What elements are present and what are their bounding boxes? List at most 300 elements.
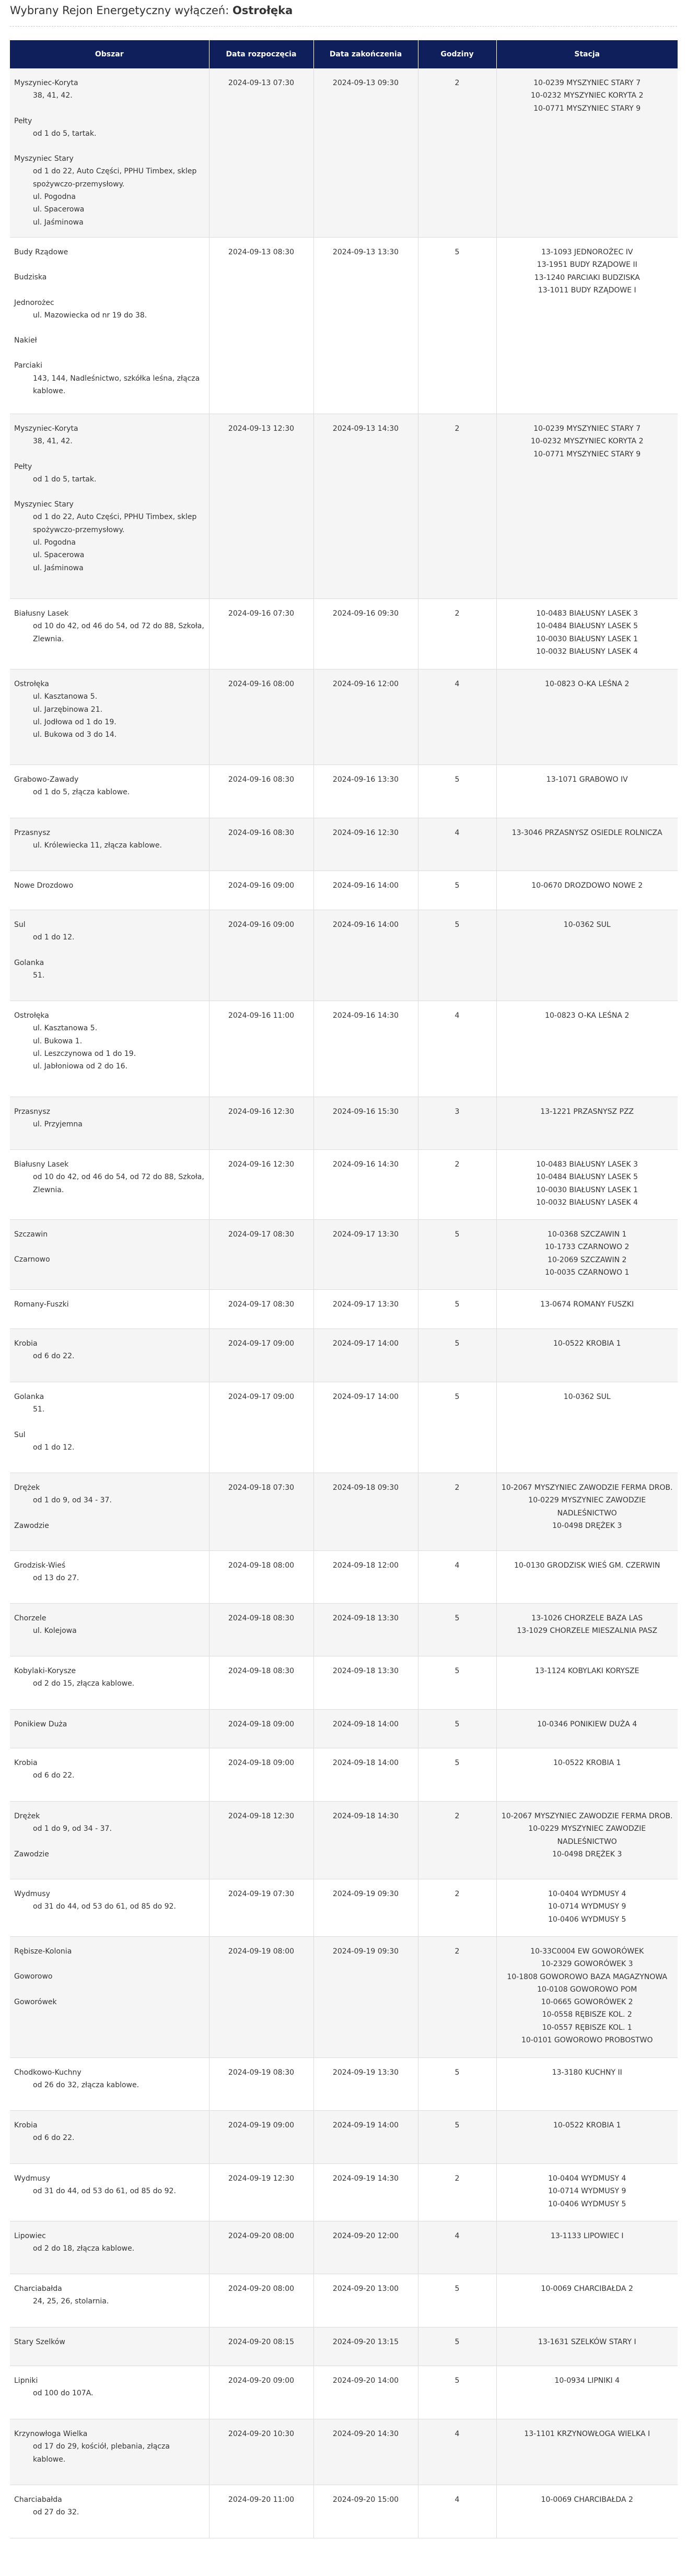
cell-start-date: 2024-09-18 09:00: [209, 1748, 313, 1801]
area-street: od 27 do 32.: [33, 2508, 79, 2517]
area-street: od 2 do 15, złącza kablowe.: [33, 1679, 135, 1688]
area-street: od 31 do 44, od 53 do 61, od 85 do 92.: [33, 1902, 176, 1911]
station-name: 10-2067 MYSZYNIEC ZAWODZIE FERMA DROB.: [501, 1812, 673, 1820]
cell-stations: [496, 2327, 678, 2366]
station-name: 10-1733 CZARNOWO 2: [545, 1243, 630, 1252]
cell-stations: [496, 1550, 678, 1603]
area-place-name: Drężek: [14, 1812, 40, 1820]
area-street: od 1 do 12.: [33, 1443, 75, 1452]
table-row: [10, 237, 678, 414]
station-name: 10-0130 GRODZISK WIEŚ GM. CZERWIN: [514, 1561, 660, 1570]
cell-hours: 2: [418, 1936, 496, 2057]
station-name: 10-33C0004 EW GOWORÓWEK: [530, 1947, 644, 1956]
area-place-name: Stary Szelków: [14, 2337, 65, 2346]
table-row: [10, 2110, 678, 2163]
cell-end-date: 2024-09-16 14:00: [313, 871, 418, 910]
cell-start-date: 2024-09-20 08:15: [209, 2327, 313, 2366]
area-street: od 6 do 22.: [33, 2134, 75, 2143]
station-name: 13-1029 CHORZELE MIESZALNIA PASZ: [517, 1627, 658, 1636]
station-name: 10-0030 BIAŁUSNY LASEK 1: [536, 1185, 638, 1194]
station-name: 13-1093 JEDNOROŻEC IV: [541, 248, 633, 256]
cell-stations: [496, 2485, 678, 2538]
cell-stations: [496, 2057, 678, 2110]
place-gap: [14, 284, 205, 297]
station-name: 10-0714 WYDMUSY 9: [548, 2187, 626, 2196]
cell-start-date: 2024-09-16 11:00: [209, 1001, 313, 1097]
cell-stations: [496, 1801, 678, 1879]
table-header-row: [10, 40, 678, 68]
table-row: [10, 1001, 678, 1097]
cell-area: [10, 2419, 209, 2485]
cell-stations: [496, 68, 678, 237]
area-street: od 31 do 44, od 53 do 61, od 85 do 92.: [33, 2187, 176, 2196]
cell-start-date: 2024-09-16 12:30: [209, 1097, 313, 1149]
cell-end-date: 2024-09-16 15:30: [313, 1097, 418, 1149]
area-place-name: Nakieł: [14, 336, 37, 345]
station-name: 10-0229 MYSZYNIEC ZAWODZIE NADLEŚNICTWO: [528, 1496, 646, 1518]
cell-end-date: 2024-09-16 13:30: [313, 764, 418, 818]
area-place-name: Myszyniec-Koryta: [14, 424, 78, 433]
area-street: ul. Mazowiecka od nr 19 do 38.: [33, 311, 147, 320]
table-row: [10, 1748, 678, 1801]
station-name: 10-0498 DRĘŻEK 3: [552, 1850, 622, 1859]
station-name: 10-0032 BIAŁUSNY LASEK 4: [536, 1198, 638, 1207]
table-row: [10, 818, 678, 871]
station-name: 13-1071 GRABOWO IV: [546, 775, 628, 784]
cell-start-date: 2024-09-16 12:30: [209, 1149, 313, 1219]
cell-start-date: 2024-09-20 11:00: [209, 2485, 313, 2538]
station-name: 10-0771 MYSZYNIEC STARY 9: [533, 450, 641, 458]
cell-stations: [496, 1382, 678, 1473]
cell-start-date: 2024-09-19 09:00: [209, 2110, 313, 2163]
cell-start-date: 2024-09-16 08:30: [209, 764, 313, 818]
area-street: od 6 do 22.: [33, 1352, 75, 1361]
station-name: 10-0823 O-KA LEŚNA 2: [545, 1011, 630, 1020]
table-row: [10, 1801, 678, 1879]
area-street: ul. Jaśminowa: [33, 563, 84, 572]
area-place-name: Pełty: [14, 116, 32, 125]
station-name: 13-0674 ROMANY FUSZKI: [540, 1300, 634, 1309]
cell-stations: [496, 669, 678, 764]
cell-stations: [496, 871, 678, 910]
cell-area: [10, 1656, 209, 1709]
area-place-name: Ostrołęka: [14, 1011, 49, 1020]
area-street: 51.: [33, 971, 45, 980]
cell-end-date: 2024-09-16 12:00: [313, 669, 418, 764]
cell-end-date: 2024-09-19 14:00: [313, 2110, 418, 2163]
title-divider: [10, 26, 677, 27]
cell-hours: 5: [418, 1382, 496, 1473]
station-name: 10-0823 O-KA LEŚNA 2: [545, 679, 630, 688]
cell-hours: 4: [418, 818, 496, 871]
cell-area: [10, 1879, 209, 1936]
cell-area: [10, 2327, 209, 2366]
cell-hours: 5: [418, 1603, 496, 1656]
cell-hours: 2: [418, 598, 496, 669]
cell-stations: [496, 598, 678, 669]
area-place-name: Budy Rządowe: [14, 248, 68, 256]
cell-end-date: 2024-09-17 14:00: [313, 1382, 418, 1473]
station-name: 13-3180 KUCHNY II: [552, 2068, 622, 2077]
place-gap: [14, 1836, 205, 1848]
area-street: ul. Spacerowa: [33, 205, 85, 214]
area-street: od 1 do 5, złącza kablowe.: [33, 788, 130, 797]
cell-hours: 5: [418, 2057, 496, 2110]
area-street: od 10 do 42, od 46 do 54, od 72 do 88, Szkoła, Zlewnia.: [33, 1173, 204, 1194]
station-name: 10-0362 SUL: [563, 920, 611, 929]
cell-stations: [496, 2163, 678, 2221]
cell-end-date: 2024-09-18 12:00: [313, 1550, 418, 1603]
area-place-name: Lipniki: [14, 2376, 38, 2385]
cell-stations: [496, 2221, 678, 2274]
cell-hours: 4: [418, 2485, 496, 2538]
area-street: od 17 do 29, kościół, plebania, złącza kablowe.: [33, 2442, 170, 2464]
station-name: 10-0522 KROBIA 1: [553, 1339, 621, 1348]
station-name: 10-0406 WYDMUSY 5: [548, 1915, 626, 1924]
cell-hours: 5: [418, 2327, 496, 2366]
cell-hours: 5: [418, 1709, 496, 1748]
cell-area: [10, 68, 209, 237]
area-street: od 2 do 18, złącza kablowe.: [33, 2244, 135, 2253]
page-title-prefix: Wybrany Rejon Energetyczny wyłączeń:: [10, 4, 229, 17]
column-header-hours[interactable]: Godziny: [418, 40, 496, 68]
station-name: 10-0232 MYSZYNIEC KORYTA 2: [531, 91, 644, 100]
area-street: od 1 do 9, od 34 - 37.: [33, 1496, 112, 1505]
station-name: 13-1011 BUDY RZĄDOWE I: [538, 286, 636, 295]
cell-start-date: 2024-09-20 08:00: [209, 2274, 313, 2327]
table-row: [10, 1603, 678, 1656]
area-street: ul. Bukowa od 3 do 14.: [33, 731, 117, 739]
station-name: 10-0232 MYSZYNIEC KORYTA 2: [531, 437, 644, 446]
cell-stations: [496, 1748, 678, 1801]
cell-stations: [496, 1289, 678, 1328]
cell-hours: 2: [418, 2163, 496, 2221]
station-name: 13-1101 KRZYNOWŁOGA WIELKA I: [524, 2429, 650, 2438]
cell-start-date: 2024-09-16 09:00: [209, 910, 313, 1001]
station-name: 13-1951 BUDY RZĄDOWE II: [537, 261, 637, 269]
station-name: 10-0108 GOWOROWO POM: [537, 1985, 637, 1994]
cell-start-date: 2024-09-18 09:00: [209, 1709, 313, 1748]
area-street: ul. Leszczynowa od 1 do 19.: [33, 1049, 136, 1058]
outages-table: [10, 40, 678, 2538]
place-gap: [14, 102, 205, 115]
cell-hours: 5: [418, 1328, 496, 1382]
column-header-end[interactable]: Data zakończenia: [313, 40, 418, 68]
cell-start-date: 2024-09-20 08:00: [209, 2221, 313, 2274]
cell-area: [10, 2485, 209, 2538]
cell-stations: [496, 764, 678, 818]
area-place-name: Ponikiew Duża: [14, 1720, 67, 1728]
cell-start-date: 2024-09-19 08:30: [209, 2057, 313, 2110]
area-place-name: Krobia: [14, 1758, 38, 1767]
station-name: 10-0483 BIAŁUSNY LASEK 3: [536, 1160, 638, 1169]
cell-end-date: 2024-09-18 13:30: [313, 1656, 418, 1709]
cell-start-date: 2024-09-18 07:30: [209, 1473, 313, 1550]
cell-start-date: 2024-09-13 12:30: [209, 414, 313, 598]
area-place-name: Chodkowo-Kuchny: [14, 2068, 81, 2077]
cell-hours: 2: [418, 1879, 496, 1936]
station-name: 10-0665 GOWORÓWEK 2: [541, 1998, 633, 2007]
cell-hours: 5: [418, 871, 496, 910]
table-row: [10, 2274, 678, 2327]
cell-end-date: 2024-09-17 13:30: [313, 1219, 418, 1289]
area-street: 143, 144, Nadleśnictwo, szkółka leśna, złącza kablowe.: [33, 374, 200, 396]
area-place-name: Lipowiec: [14, 2231, 46, 2240]
station-name: 10-0368 SZCZAWIN 1: [548, 1230, 627, 1239]
area-place-name: Budziska: [14, 273, 47, 282]
cell-area: [10, 1382, 209, 1473]
cell-end-date: 2024-09-19 14:30: [313, 2163, 418, 2221]
area-street: od 26 do 32, złącza kablowe.: [33, 2081, 139, 2090]
place-gap: [14, 448, 205, 461]
cell-stations: [496, 1328, 678, 1382]
cell-area: [10, 2274, 209, 2327]
cell-end-date: 2024-09-16 14:00: [313, 910, 418, 1001]
column-header-station[interactable]: Stacja: [496, 40, 678, 68]
station-name: 13-3046 PRZASNYSZ OSIEDLE ROLNICZA: [511, 828, 662, 837]
station-name: 10-0670 DROZDOWO NOWE 2: [531, 881, 643, 890]
cell-area: [10, 871, 209, 910]
cell-end-date: 2024-09-16 12:30: [313, 818, 418, 871]
cell-stations: [496, 414, 678, 598]
area-place-name: Sul: [14, 1430, 26, 1439]
cell-start-date: 2024-09-20 10:30: [209, 2419, 313, 2485]
area-street: od 1 do 12.: [33, 933, 75, 942]
area-street: 24, 25, 26, stolarnia.: [33, 2297, 109, 2306]
cell-area: [10, 669, 209, 764]
cell-area: [10, 1748, 209, 1801]
area-place-name: Krobia: [14, 1339, 38, 1348]
area-place-name: Kobylaki-Korysze: [14, 1666, 76, 1675]
station-name: 10-0239 MYSZYNIEC STARY 7: [533, 424, 641, 433]
cell-end-date: 2024-09-20 14:00: [313, 2366, 418, 2419]
area-place-name: Ostrołęka: [14, 679, 49, 688]
station-name: 10-0484 BIAŁUSNY LASEK 5: [536, 1173, 638, 1182]
cell-start-date: 2024-09-18 08:30: [209, 1656, 313, 1709]
area-place-name: Goworowo: [14, 1972, 53, 1981]
table-row: [10, 910, 678, 1001]
table-row: [10, 1219, 678, 1289]
area-place-name: Krzynowłoga Wielka: [14, 2429, 88, 2438]
area-street: od 100 do 107A.: [33, 2389, 94, 2398]
cell-start-date: 2024-09-19 07:30: [209, 1879, 313, 1936]
page-title: [10, 0, 677, 22]
cell-hours: 4: [418, 1550, 496, 1603]
cell-end-date: 2024-09-20 14:30: [313, 2419, 418, 2485]
station-name: 10-0030 BIAŁUSNY LASEK 1: [536, 634, 638, 643]
station-name: 10-0522 KROBIA 1: [553, 1758, 621, 1767]
cell-area: [10, 1603, 209, 1656]
area-street: ul. Jaśminowa: [33, 218, 84, 227]
area-place-name: Parciaki: [14, 361, 43, 370]
cell-area: [10, 1328, 209, 1382]
station-name: 10-1808 GOWOROWO BAZA MAGAZYNOWA: [507, 1972, 668, 1981]
area-place-name: Zawodzie: [14, 1521, 49, 1530]
area-place-name: Rębisze-Kolonia: [14, 1947, 72, 1956]
station-name: 10-0239 MYSZYNIEC STARY 7: [533, 79, 641, 87]
cell-end-date: 2024-09-20 13:15: [313, 2327, 418, 2366]
cell-hours: 5: [418, 2274, 496, 2327]
station-name: 10-0483 BIAŁUSNY LASEK 3: [536, 609, 638, 618]
cell-hours: 5: [418, 764, 496, 818]
cell-stations: [496, 2110, 678, 2163]
area-street: ul. Kolejowa: [33, 1627, 77, 1636]
cell-end-date: 2024-09-18 14:00: [313, 1709, 418, 1748]
area-street: od 1 do 22, Auto Części, PPHU Timbex, sklep spożywczo-przemysłowy.: [33, 513, 197, 534]
cell-area: [10, 598, 209, 669]
station-name: 10-0069 CHARCIBAŁDA 2: [541, 2495, 633, 2504]
cell-area: [10, 2366, 209, 2419]
cell-end-date: 2024-09-18 09:30: [313, 1473, 418, 1550]
cell-area: [10, 764, 209, 818]
table-row: [10, 68, 678, 237]
table-row: [10, 2221, 678, 2274]
cell-area: [10, 1149, 209, 1219]
place-gap: [14, 1507, 205, 1520]
place-gap: [14, 1416, 205, 1429]
area-street: od 1 do 9, od 34 - 37.: [33, 1825, 112, 1833]
area-place-name: Białusny Lasek: [14, 609, 69, 618]
cell-stations: [496, 2274, 678, 2327]
page-title-region: Ostrołęka: [232, 4, 293, 17]
cell-stations: [496, 910, 678, 1001]
station-name: 10-0035 CZARNOWO 1: [545, 1268, 630, 1277]
place-gap: [14, 944, 205, 957]
area-street: ul. Jodłowa od 1 do 19.: [33, 717, 117, 726]
cell-hours: 5: [418, 2110, 496, 2163]
cell-end-date: 2024-09-13 09:30: [313, 68, 418, 237]
cell-end-date: 2024-09-16 14:30: [313, 1149, 418, 1219]
cell-hours: 5: [418, 910, 496, 1001]
table-row: [10, 414, 678, 598]
cell-stations: [496, 1603, 678, 1656]
cell-hours: 3: [418, 1097, 496, 1149]
column-header-area[interactable]: Obszar: [10, 40, 209, 68]
station-name: 13-1133 LIPOWIEC I: [550, 2231, 624, 2240]
table-row: [10, 1473, 678, 1550]
area-street: ul. Przyjemna: [33, 1120, 83, 1129]
cell-start-date: 2024-09-16 08:00: [209, 669, 313, 764]
cell-stations: [496, 1149, 678, 1219]
cell-area: [10, 414, 209, 598]
cell-area: [10, 1709, 209, 1748]
area-place-name: Szczawin: [14, 1230, 48, 1239]
cell-end-date: 2024-09-16 09:30: [313, 598, 418, 669]
area-street: ul. Kasztanowa 5.: [33, 1024, 98, 1033]
station-name: 13-1124 KOBYLAKI KORYSZE: [535, 1666, 639, 1675]
cell-stations: [496, 1936, 678, 2057]
place-gap: [14, 486, 205, 498]
cell-hours: 5: [418, 1219, 496, 1289]
station-name: 10-0069 CHARCIBAŁDA 2: [541, 2284, 633, 2293]
cell-hours: 4: [418, 669, 496, 764]
column-header-start[interactable]: Data rozpoczęcia: [209, 40, 313, 68]
table-row: [10, 2366, 678, 2419]
station-name: 10-0101 GOWOROWO PROBOSTWO: [521, 2036, 653, 2045]
station-name: 10-0558 RĘBISZE KOL. 2: [542, 2010, 632, 2019]
station-name: 13-1240 PARCIAKI BUDZISKA: [534, 273, 640, 282]
cell-stations: [496, 1219, 678, 1289]
cell-stations: [496, 1473, 678, 1550]
area-street: od 1 do 5, tartak.: [33, 129, 97, 138]
area-street: od 6 do 22.: [33, 1771, 75, 1780]
station-name: 10-0771 MYSZYNIEC STARY 9: [533, 104, 641, 113]
place-gap: [14, 1958, 205, 1970]
area-street: ul. Jabłoniowa od 2 do 16.: [33, 1062, 128, 1071]
table-body: [10, 68, 678, 2538]
table-row: [10, 1097, 678, 1149]
area-street: 38, 41, 42.: [33, 437, 73, 446]
table-row: [10, 2057, 678, 2110]
cell-start-date: 2024-09-19 08:00: [209, 1936, 313, 2057]
cell-stations: [496, 237, 678, 414]
station-name: 10-2329 GOWORÓWEK 3: [541, 1960, 633, 1969]
cell-stations: [496, 818, 678, 871]
area-place-name: Myszyniec-Koryta: [14, 79, 78, 87]
cell-end-date: 2024-09-17 14:00: [313, 1328, 418, 1382]
cell-area: [10, 1001, 209, 1097]
cell-start-date: 2024-09-20 09:00: [209, 2366, 313, 2419]
cell-end-date: 2024-09-18 13:30: [313, 1603, 418, 1656]
cell-start-date: 2024-09-16 07:30: [209, 598, 313, 669]
cell-end-date: 2024-09-18 14:00: [313, 1748, 418, 1801]
area-place-name: Przasnysz: [14, 828, 50, 837]
cell-area: [10, 818, 209, 871]
cell-area: [10, 2163, 209, 2221]
area-place-name: Wydmusy: [14, 1889, 50, 1898]
place-gap: [14, 1983, 205, 1996]
cell-start-date: 2024-09-16 08:30: [209, 818, 313, 871]
cell-hours: 2: [418, 68, 496, 237]
area-place-name: Sul: [14, 920, 26, 929]
area-place-name: Białusny Lasek: [14, 1160, 69, 1169]
area-place-name: Nowe Drozdowo: [14, 881, 74, 890]
place-gap: [14, 258, 205, 271]
area-place-name: Wydmusy: [14, 2174, 50, 2183]
table-row: [10, 1382, 678, 1473]
place-gap: [14, 322, 205, 334]
cell-end-date: 2024-09-20 15:00: [313, 2485, 418, 2538]
cell-hours: 2: [418, 1473, 496, 1550]
area-place-name: Jednorożec: [14, 298, 54, 307]
area-street: ul. Bukowa 1.: [33, 1037, 83, 1045]
table-row: [10, 1936, 678, 2057]
area-place-name: Czarnowo: [14, 1255, 50, 1264]
cell-end-date: 2024-09-19 09:30: [313, 1936, 418, 2057]
cell-area: [10, 1097, 209, 1149]
area-place-name: Krobia: [14, 2121, 38, 2130]
area-place-name: Chorzele: [14, 1614, 46, 1622]
station-name: 10-0229 MYSZYNIEC ZAWODZIE NADLEŚNICTWO: [528, 1825, 646, 1846]
cell-start-date: 2024-09-17 08:30: [209, 1289, 313, 1328]
area-place-name: Zawodzie: [14, 1850, 49, 1859]
cell-stations: [496, 1709, 678, 1748]
cell-area: [10, 237, 209, 414]
table-row: [10, 2485, 678, 2538]
cell-area: [10, 1289, 209, 1328]
area-street: ul. Kasztanowa 5.: [33, 692, 98, 701]
area-place-name: Golanka: [14, 1392, 44, 1401]
cell-hours: 4: [418, 2221, 496, 2274]
table-row: [10, 1328, 678, 1382]
area-place-name: Myszyniec Stary: [14, 500, 74, 509]
cell-start-date: 2024-09-18 08:30: [209, 1603, 313, 1656]
cell-stations: [496, 1879, 678, 1936]
station-name: 10-0404 WYDMUSY 4: [548, 1889, 626, 1898]
area-place-name: Grodzisk-Wieś: [14, 1561, 66, 1570]
table-row: [10, 871, 678, 910]
station-name: 10-0934 LIPNIKI 4: [554, 2376, 620, 2385]
